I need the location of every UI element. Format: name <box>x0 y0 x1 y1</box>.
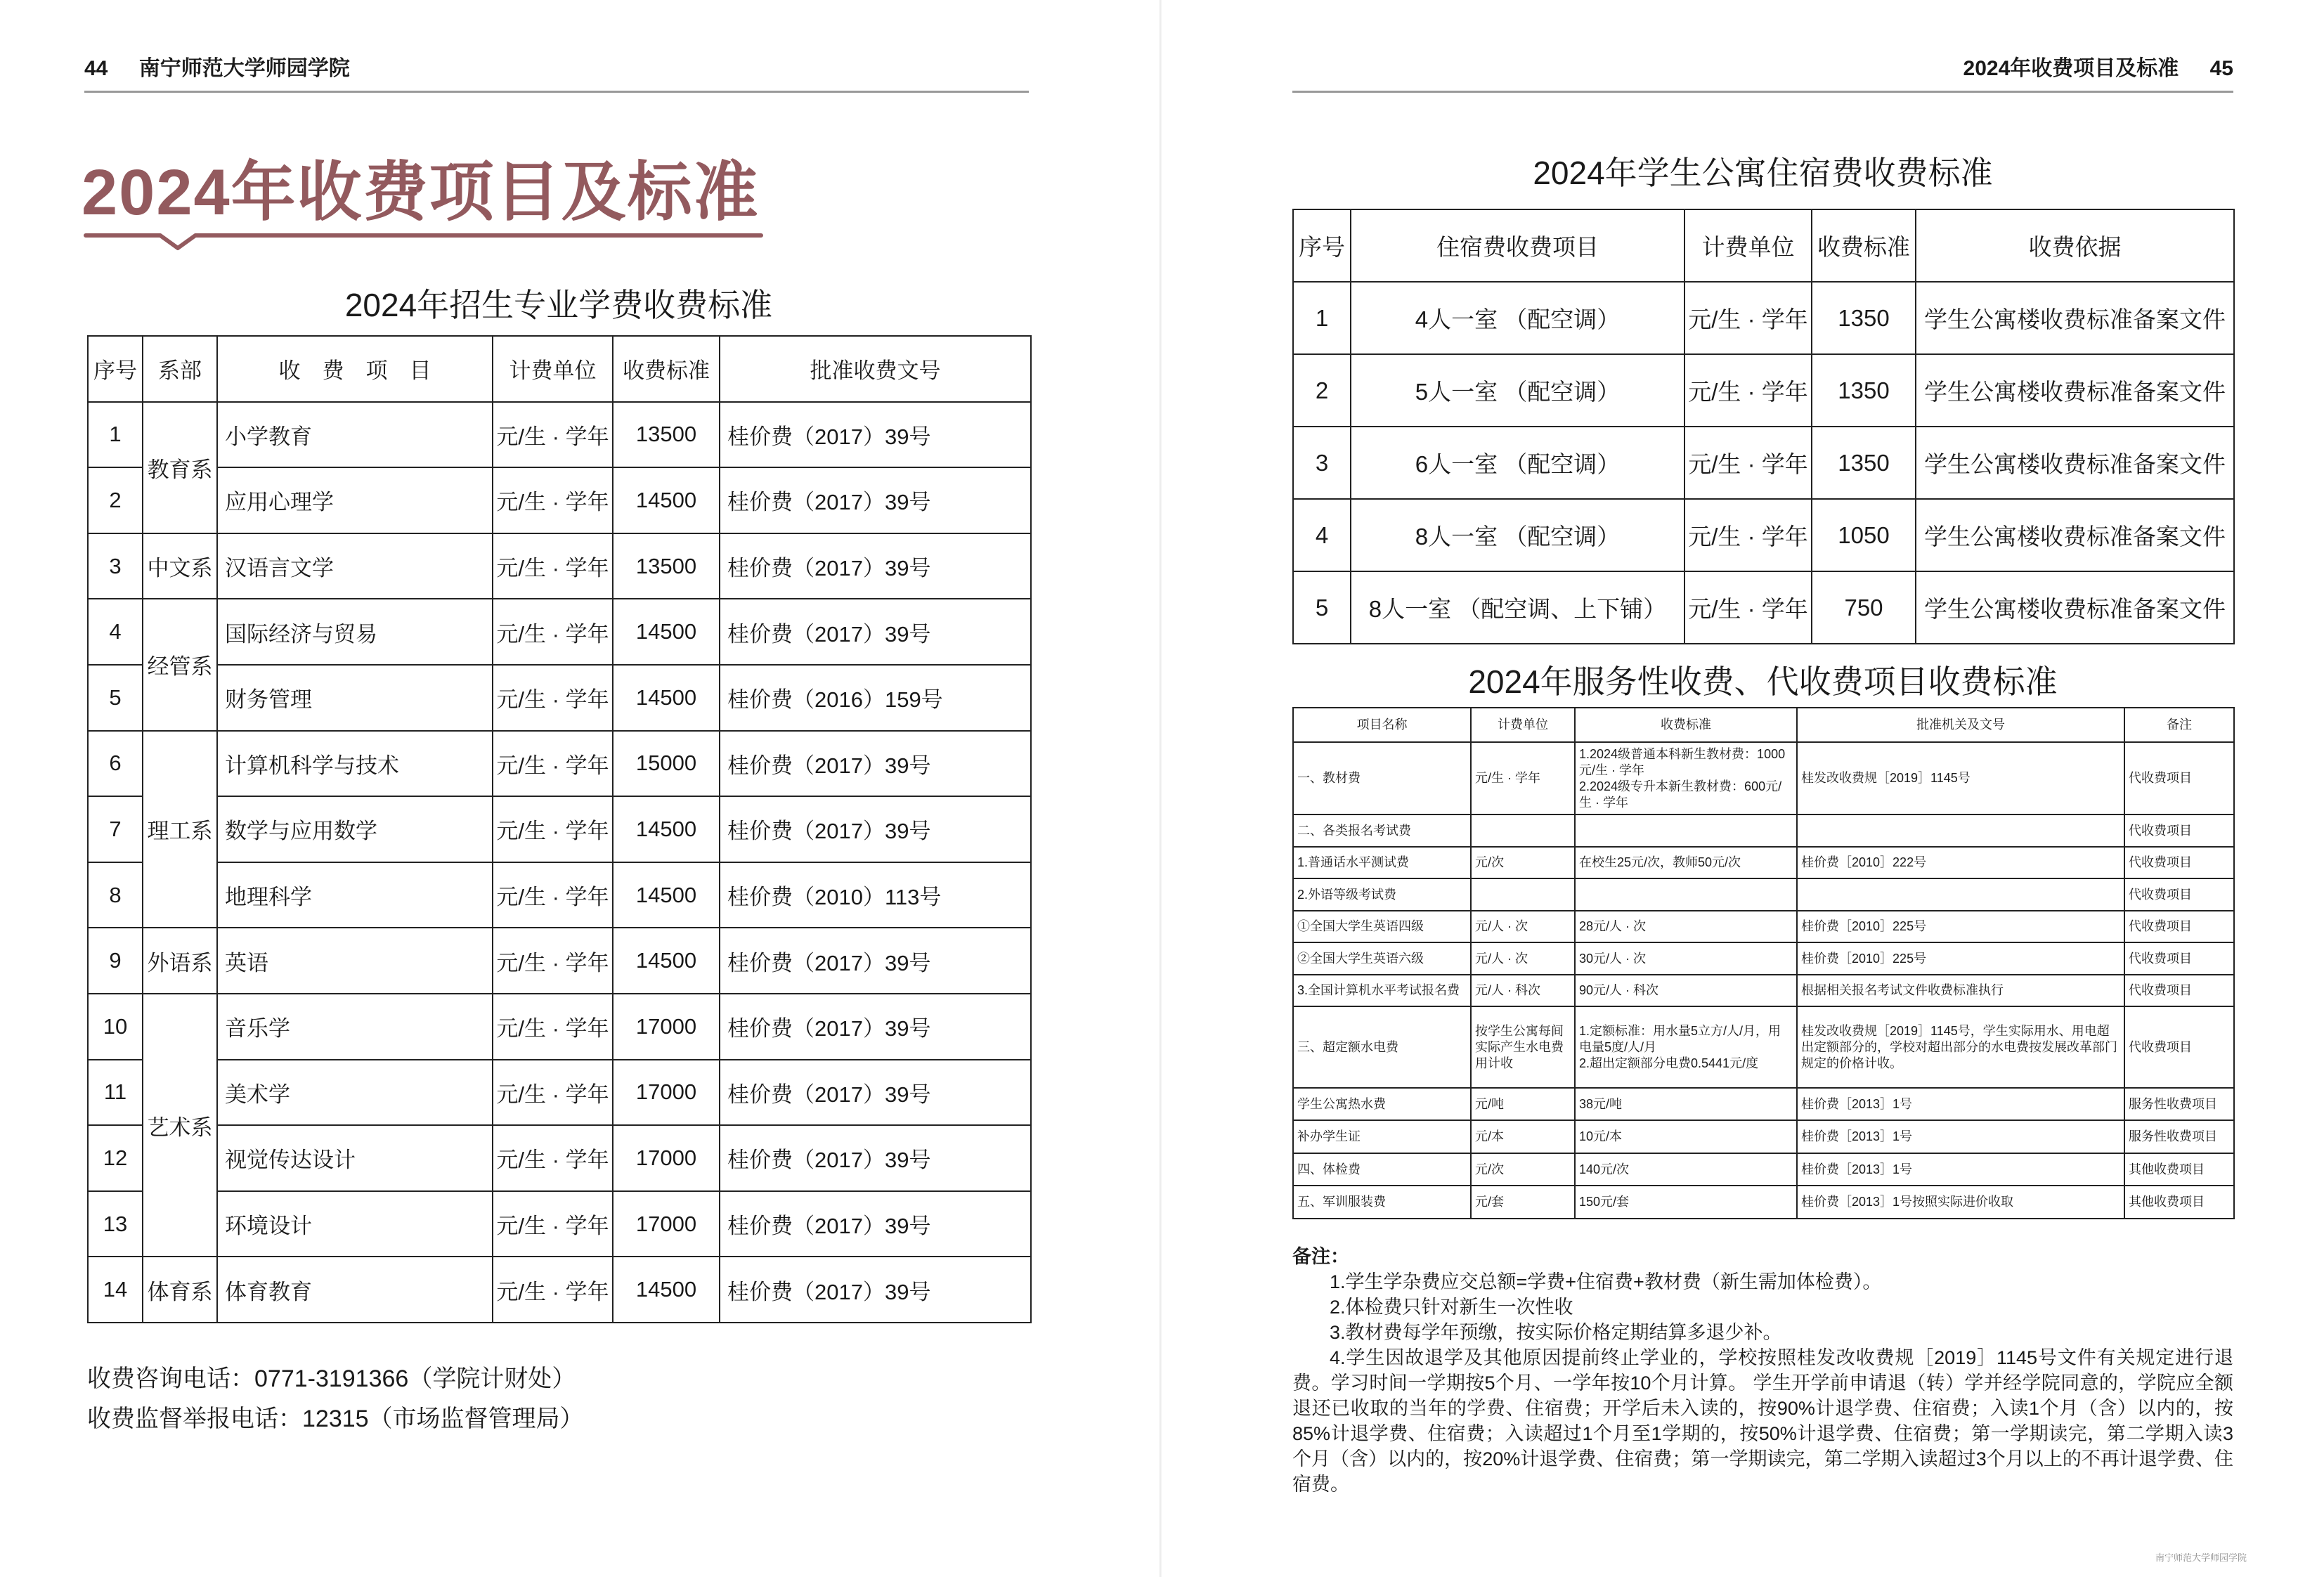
approval-doc: 桂价费（2017）39号 <box>720 1257 1031 1323</box>
table-row <box>88 862 1031 928</box>
table-row <box>1293 975 2234 1006</box>
column-header: 收费标准 <box>1812 209 1916 282</box>
approval-authority: 桂价费［2013］1号 <box>1797 1153 2124 1186</box>
room-type: 8人一室 （配空调） <box>1351 499 1684 571</box>
remark: 服务性收费项目 <box>2124 1088 2234 1120</box>
fee-amount: 750 <box>1812 571 1916 644</box>
table-row <box>1293 742 2234 815</box>
fee-standard <box>1575 878 1797 911</box>
row-number: 5 <box>1293 571 1351 644</box>
fee-standard: 38元/吨 <box>1575 1088 1797 1120</box>
page-fold <box>1160 0 1162 1577</box>
table-row <box>88 928 1031 994</box>
fee-amount: 13500 <box>613 402 720 468</box>
row-number: 4 <box>1293 499 1351 571</box>
table-row <box>1293 571 2234 644</box>
approval-authority: 桂价费［2010］222号 <box>1797 847 2124 878</box>
table-row <box>88 402 1031 468</box>
billing-unit: 元/生 · 学年 <box>493 796 613 862</box>
row-number: 3 <box>1293 427 1351 499</box>
approval-authority: 桂价费［2010］225号 <box>1797 942 2124 975</box>
remark: 代收费项目 <box>2124 878 2234 911</box>
fee-standard: 在校生25元/次，教师50元/次 <box>1575 847 1797 878</box>
billing-unit: 元/套 <box>1471 1186 1575 1219</box>
billing-unit: 元/生 · 学年 <box>493 665 613 731</box>
fee-standard: 10元/本 <box>1575 1120 1797 1153</box>
approval-doc: 桂价费（2017）39号 <box>720 599 1031 665</box>
fee-standard <box>1575 815 1797 847</box>
billing-unit: 元/人 · 科次 <box>1471 975 1575 1006</box>
notes-heading: 备注： <box>1292 1246 1349 1267</box>
column-header: 系部 <box>143 336 217 402</box>
major-name: 英语 <box>217 928 493 994</box>
billing-unit: 元/生 · 学年 <box>493 928 613 994</box>
fee-amount: 1350 <box>1812 354 1916 427</box>
major-name: 数学与应用数学 <box>217 796 493 862</box>
fee-amount: 14500 <box>613 467 720 533</box>
major-name: 体育教育 <box>217 1257 493 1323</box>
table-row <box>88 599 1031 665</box>
item-name: 二、各类报名考试费 <box>1293 815 1471 847</box>
row-number: 8 <box>88 862 143 928</box>
approval-authority: 桂价费［2013］1号 <box>1797 1088 2124 1120</box>
billing-unit: 元/生 · 学年 <box>493 402 613 468</box>
approval-doc: 桂价费（2017）39号 <box>720 1125 1031 1191</box>
table-row <box>88 665 1031 731</box>
fee-amount: 15000 <box>613 731 720 797</box>
approval-doc: 桂价费（2017）39号 <box>720 731 1031 797</box>
approval-doc: 桂价费（2017）39号 <box>720 1191 1031 1257</box>
fee-standard: 140元/次 <box>1575 1153 1797 1186</box>
page-title: 2024年收费项目及标准 <box>82 157 760 228</box>
fee-standard: 90元/人 · 科次 <box>1575 975 1797 1006</box>
billing-unit: 元/生 · 学年 <box>493 1191 613 1257</box>
department-cell: 经管系 <box>143 599 217 730</box>
approval-doc: 桂价费（2017）39号 <box>720 796 1031 862</box>
fee-amount: 17000 <box>613 1125 720 1191</box>
note-item: 3.教材费每学年预缴，按实际价格定期结算多退少补。 <box>1330 1322 1782 1343</box>
table-row <box>88 731 1031 797</box>
fee-basis: 学生公寓楼收费标准备案文件 <box>1916 282 2234 354</box>
fee-amount: 14500 <box>613 1257 720 1323</box>
remark: 代收费项目 <box>2124 742 2234 815</box>
billing-unit: 元/生 · 学年 <box>493 599 613 665</box>
major-name: 美术学 <box>217 1060 493 1126</box>
fee-amount: 14500 <box>613 928 720 994</box>
billing-unit: 元/人 · 次 <box>1471 911 1575 942</box>
room-type: 4人一室 （配空调） <box>1351 282 1684 354</box>
table-header-row <box>1293 708 2234 742</box>
billing-unit: 元/生 · 学年 <box>493 1257 613 1323</box>
column-header: 收费依据 <box>1916 209 2234 282</box>
column-header: 收费标准 <box>613 336 720 402</box>
approval-doc: 桂价费（2017）39号 <box>720 1060 1031 1126</box>
right-page-header <box>1963 51 2233 82</box>
table-row <box>88 796 1031 862</box>
remark: 代收费项目 <box>2124 975 2234 1006</box>
table-header-row <box>88 336 1031 402</box>
billing-unit: 元/生 · 学年 <box>1684 282 1812 354</box>
fee-amount: 14500 <box>613 665 720 731</box>
row-number: 11 <box>88 1060 143 1126</box>
table-row <box>1293 911 2234 942</box>
table-row <box>88 1125 1031 1191</box>
remark: 其他收费项目 <box>2124 1186 2234 1219</box>
major-name: 小学教育 <box>217 402 493 468</box>
row-number: 3 <box>88 533 143 599</box>
dorm-title: 2024年学生公寓住宿费收费标准 <box>1533 155 1993 191</box>
header-rule-left <box>84 91 1029 93</box>
major-name: 视觉传达设计 <box>217 1125 493 1191</box>
table-row <box>88 994 1031 1060</box>
approval-authority: 桂价费［2013］1号按照实际进价收取 <box>1797 1186 2124 1219</box>
row-number: 10 <box>88 994 143 1060</box>
row-number: 2 <box>88 467 143 533</box>
table-row <box>1293 942 2234 975</box>
item-name: 2.外语等级考试费 <box>1293 878 1471 911</box>
billing-unit: 元/本 <box>1471 1120 1575 1153</box>
billing-unit: 元/生 · 学年 <box>493 731 613 797</box>
fee-basis: 学生公寓楼收费标准备案文件 <box>1916 499 2234 571</box>
billing-unit: 元/生 · 学年 <box>493 1125 613 1191</box>
school-name: 南宁师范大学师园学院 <box>138 57 350 80</box>
table-row <box>1293 847 2234 878</box>
fee-amount: 17000 <box>613 994 720 1060</box>
remark: 其他收费项目 <box>2124 1153 2234 1186</box>
table-row <box>1293 427 2234 499</box>
billing-unit: 元/次 <box>1471 1153 1575 1186</box>
item-name: ①全国大学生英语四级 <box>1293 911 1471 942</box>
remark: 代收费项目 <box>2124 942 2234 975</box>
item-name: 一、教材费 <box>1293 742 1471 815</box>
billing-unit: 元/生 · 学年 <box>493 467 613 533</box>
column-header: 收费标准 <box>1575 708 1797 742</box>
approval-doc: 桂价费（2017）39号 <box>720 533 1031 599</box>
column-header: 计费单位 <box>493 336 613 402</box>
table-row <box>1293 499 2234 571</box>
approval-authority <box>1797 878 2124 911</box>
table-row <box>88 533 1031 599</box>
fee-amount: 17000 <box>613 1191 720 1257</box>
billing-unit: 元/生 · 学年 <box>1684 427 1812 499</box>
table-row <box>1293 354 2234 427</box>
column-header: 计费单位 <box>1471 708 1575 742</box>
header-title: 2024年收费项目及标准 <box>1963 57 2179 80</box>
fee-amount: 1050 <box>1812 499 1916 571</box>
billing-unit <box>1471 815 1575 847</box>
fee-basis: 学生公寓楼收费标准备案文件 <box>1916 354 2234 427</box>
fee-amount: 13500 <box>613 533 720 599</box>
billing-unit: 元/人 · 次 <box>1471 942 1575 975</box>
row-number: 6 <box>88 731 143 797</box>
billing-unit <box>1471 878 1575 911</box>
column-header: 序号 <box>88 336 143 402</box>
table-row <box>88 1060 1031 1126</box>
column-header: 序号 <box>1293 209 1351 282</box>
service-fee-table <box>1292 707 2235 1219</box>
approval-doc: 桂价费（2010）113号 <box>720 862 1031 928</box>
approval-authority: 桂发改收费规［2019］1145号，学生实际用水、用电超出定额部分的，学校对超出部分的水电费按发展改革部门规定的价格计收。 <box>1797 1006 2124 1088</box>
fee-amount: 14500 <box>613 599 720 665</box>
row-number: 9 <box>88 928 143 994</box>
fee-standard: 1.定额标准：用水量5立方/人/月，用电量5度/人/月 2.超出定额部分电费0.5441元/度 <box>1575 1006 1797 1088</box>
billing-unit: 按学生公寓每间实际产生水电费用计收 <box>1471 1006 1575 1088</box>
fee-amount: 14500 <box>613 862 720 928</box>
item-name: 四、体检费 <box>1293 1153 1471 1186</box>
row-number: 7 <box>88 796 143 862</box>
column-header: 住宿费收费项目 <box>1351 209 1684 282</box>
major-name: 汉语言文学 <box>217 533 493 599</box>
fee-standard: 30元/人 · 次 <box>1575 942 1797 975</box>
billing-unit: 元/生 · 学年 <box>1684 571 1812 644</box>
fee-inquiry-phone: 收费咨询电话：0771-3191366（学院计财处） <box>87 1365 576 1392</box>
billing-unit: 元/生 · 学年 <box>1684 354 1812 427</box>
billing-unit: 元/生 · 学年 <box>1684 499 1812 571</box>
table-row <box>1293 1186 2234 1219</box>
column-header: 项目名称 <box>1293 708 1471 742</box>
fee-basis: 学生公寓楼收费标准备案文件 <box>1916 571 2234 644</box>
major-name: 计算机科学与技术 <box>217 731 493 797</box>
row-number: 4 <box>88 599 143 665</box>
remark: 代收费项目 <box>2124 847 2234 878</box>
column-header: 批准收费文号 <box>720 336 1031 402</box>
table-row <box>88 1257 1031 1323</box>
department-cell: 中文系 <box>143 533 217 599</box>
approval-authority: 桂价费［2010］225号 <box>1797 911 2124 942</box>
row-number: 5 <box>88 665 143 731</box>
major-name: 国际经济与贸易 <box>217 599 493 665</box>
room-type: 5人一室 （配空调） <box>1351 354 1684 427</box>
table-row <box>1293 1088 2234 1120</box>
remark: 代收费项目 <box>2124 815 2234 847</box>
approval-authority: 桂价费［2013］1号 <box>1797 1120 2124 1153</box>
fee-basis: 学生公寓楼收费标准备案文件 <box>1916 427 2234 499</box>
billing-unit: 元/生 · 学年 <box>493 994 613 1060</box>
table-row <box>1293 1153 2234 1186</box>
remark: 代收费项目 <box>2124 911 2234 942</box>
item-name: 三、超定额水电费 <box>1293 1006 1471 1088</box>
fee-amount: 1350 <box>1812 282 1916 354</box>
service-title: 2024年服务性收费、代收费项目收费标准 <box>1468 663 2058 700</box>
row-number: 12 <box>88 1125 143 1191</box>
billing-unit: 元/生 · 学年 <box>493 862 613 928</box>
table-row <box>1293 878 2234 911</box>
fee-standard: 28元/人 · 次 <box>1575 911 1797 942</box>
approval-authority <box>1797 815 2124 847</box>
major-name: 应用心理学 <box>217 467 493 533</box>
item-name: 3.全国计算机水平考试报名费 <box>1293 975 1471 1006</box>
billing-unit: 元/生 · 学年 <box>493 1060 613 1126</box>
billing-unit: 元/生 · 学年 <box>1471 742 1575 815</box>
billing-unit: 元/生 · 学年 <box>493 533 613 599</box>
fee-amount: 17000 <box>613 1060 720 1126</box>
column-header: 收 费 项 目 <box>217 336 493 402</box>
note-item: 2.体检费只针对新生一次性收 <box>1330 1297 1573 1318</box>
department-cell: 外语系 <box>143 928 217 994</box>
approval-authority: 根据相关报名考试文件收费标准执行 <box>1797 975 2124 1006</box>
column-header: 计费单位 <box>1684 209 1812 282</box>
item-name: 1.普通话水平测试费 <box>1293 847 1471 878</box>
page-number-left: 44 <box>84 57 108 80</box>
table-row <box>1293 1120 2234 1153</box>
department-cell: 体育系 <box>143 1257 217 1323</box>
fee-amount: 1350 <box>1812 427 1916 499</box>
table-row <box>88 467 1031 533</box>
fee-amount: 14500 <box>613 796 720 862</box>
title-underline-chevron <box>83 228 765 252</box>
approval-doc: 桂价费（2017）39号 <box>720 467 1031 533</box>
major-name: 环境设计 <box>217 1191 493 1257</box>
table-row <box>1293 282 2234 354</box>
billing-unit: 元/次 <box>1471 847 1575 878</box>
room-type: 6人一室 （配空调） <box>1351 427 1684 499</box>
approval-doc: 桂价费（2017）39号 <box>720 994 1031 1060</box>
billing-unit: 元/吨 <box>1471 1088 1575 1120</box>
table-row <box>88 1191 1031 1257</box>
column-header: 备注 <box>2124 708 2234 742</box>
dorm-fee-table <box>1292 209 2235 644</box>
row-number: 1 <box>1293 282 1351 354</box>
fee-standard: 1.2024级普通本科新生教材费：1000元/生 · 学年 2.2024级专升本新生教材费：600元/生 · 学年 <box>1575 742 1797 815</box>
department-cell: 教育系 <box>143 402 217 533</box>
tuition-table <box>87 335 1032 1323</box>
note-item: 4.学生因故退学及其他原因提前终止学业的，学校按照桂发改收费规［2019］1145号文件有关规定进行退费。学习时间一学期按5个月、一学年按10个月计算。 学生开学前申请退（转）学并经学院同意的，学院应全额退还已收取的当年的学费、住宿费；开学后未入读的，按90%计退学费、住宿费；入读1个月（含）以内的，按85%计退学费、住宿费；入读超过1个月至1学期的，按50%计退学费、住宿费；第一学期读完，第二学期入读3个月（含）以内的，按20%计退学费、住宿费；第一学期读完，第二学期入读超过3个月以上的不再计退学费、住宿费。 <box>1292 1347 2233 1495</box>
item-name: 五、军训服装费 <box>1293 1186 1471 1219</box>
row-number: 13 <box>88 1191 143 1257</box>
table-row <box>1293 815 2234 847</box>
table-row <box>1293 1006 2234 1088</box>
approval-doc: 桂价费（2016）159号 <box>720 665 1031 731</box>
row-number: 14 <box>88 1257 143 1323</box>
remark: 服务性收费项目 <box>2124 1120 2234 1153</box>
major-name: 财务管理 <box>217 665 493 731</box>
approval-doc: 桂价费（2017）39号 <box>720 928 1031 994</box>
left-page-header <box>84 51 350 82</box>
table-header-row <box>1293 209 2234 282</box>
note-item: 1.学生学杂费应交总额=学费+住宿费+教材费（新生需加体检费）。 <box>1330 1271 1882 1292</box>
approval-doc: 桂价费（2017）39号 <box>720 402 1031 468</box>
row-number: 2 <box>1293 354 1351 427</box>
room-type: 8人一室 （配空调、上下铺） <box>1351 571 1684 644</box>
item-name: ②全国大学生英语六级 <box>1293 942 1471 975</box>
item-name: 学生公寓热水费 <box>1293 1088 1471 1120</box>
major-name: 音乐学 <box>217 994 493 1060</box>
page-number-right: 45 <box>2209 57 2233 80</box>
department-cell: 艺术系 <box>143 994 217 1257</box>
column-header: 批准机关及文号 <box>1797 708 2124 742</box>
header-rule-right <box>1292 91 2233 93</box>
fee-report-phone: 收费监督举报电话：12315（市场监督管理局） <box>87 1406 584 1432</box>
approval-authority: 桂发改收费规［2019］1145号 <box>1797 742 2124 815</box>
fee-standard: 150元/套 <box>1575 1186 1797 1219</box>
tuition-title: 2024年招生专业学费收费标准 <box>344 287 773 323</box>
notes-section <box>1292 1244 2233 1497</box>
major-name: 地理科学 <box>217 862 493 928</box>
remark: 代收费项目 <box>2124 1006 2234 1088</box>
footer-watermark: 南宁师范大学师园学院 <box>2155 1552 2247 1563</box>
row-number: 1 <box>88 402 143 468</box>
item-name: 补办学生证 <box>1293 1120 1471 1153</box>
department-cell: 理工系 <box>143 731 217 928</box>
